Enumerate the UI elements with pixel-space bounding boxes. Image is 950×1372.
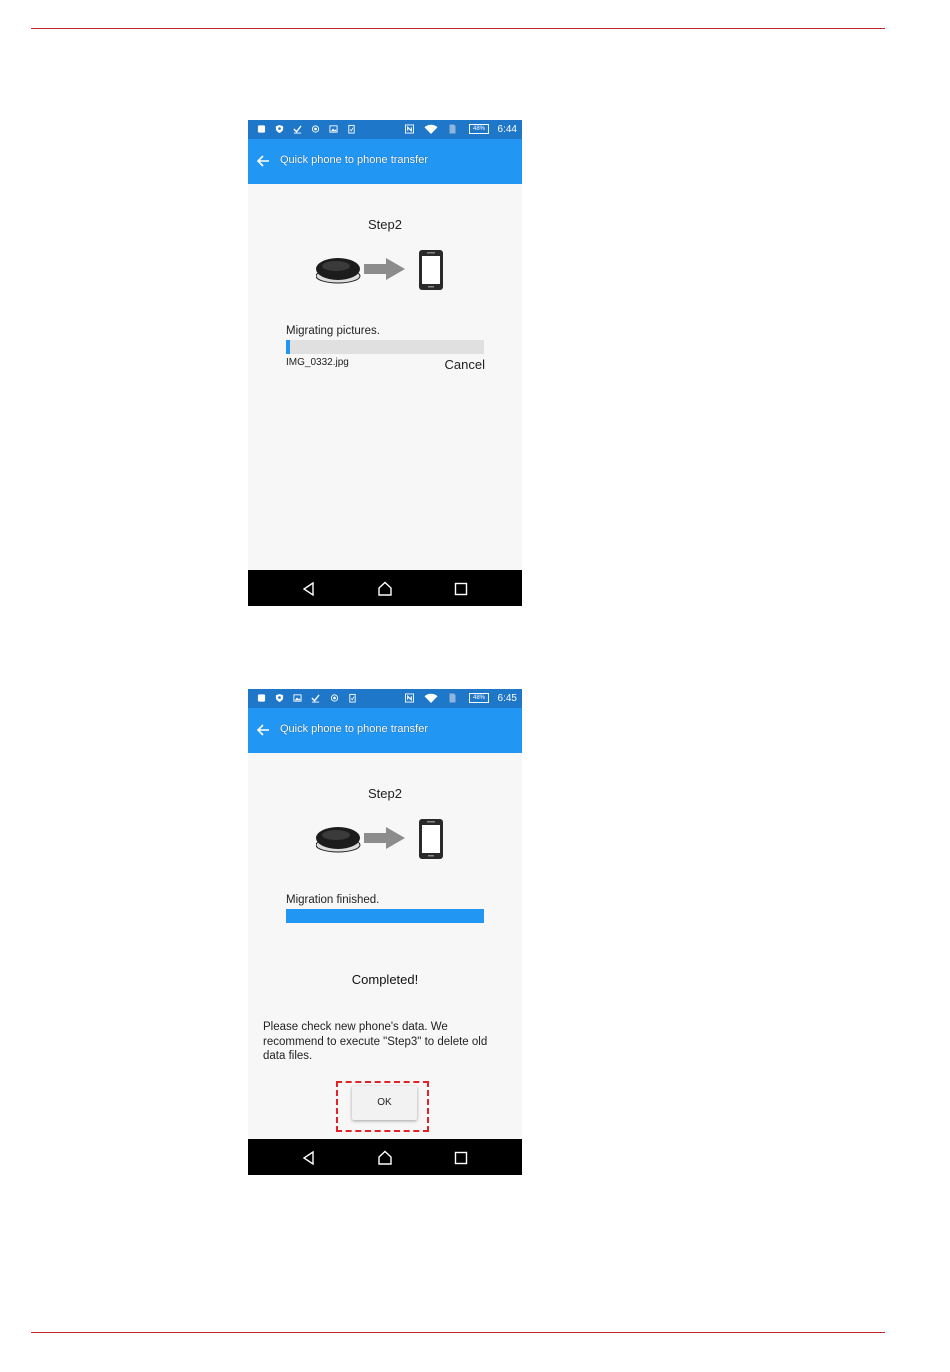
navigation-bar: [248, 1139, 522, 1175]
progress-fill: [286, 909, 484, 923]
smartphone-icon: [419, 819, 443, 859]
instruction-note: Please check new phone's data. We recommend to execute "Step3" to delete old data files.: [263, 1021, 488, 1062]
transfer-illustration: [316, 248, 446, 294]
sim-icon: [449, 693, 456, 703]
completed-label: Completed!: [351, 972, 419, 987]
transfer-arrow-icon: [364, 258, 405, 280]
image-icon: [329, 124, 338, 134]
status-bar: [248, 689, 522, 708]
transfer-illustration: [316, 817, 446, 863]
recents-icon[interactable]: [453, 1150, 469, 1166]
transfer-arrow-icon: [364, 827, 405, 849]
phone-screen-1: [248, 120, 522, 606]
sim-icon: [449, 124, 456, 134]
image-icon: [293, 693, 302, 703]
check-icon: [311, 693, 320, 703]
nfc-icon: [405, 124, 414, 134]
back-icon[interactable]: [301, 1150, 317, 1166]
ok-button[interactable]: OK: [352, 1086, 417, 1120]
recents-icon[interactable]: [453, 581, 469, 597]
status-bar: [248, 120, 522, 139]
wifi-icon: [424, 124, 438, 134]
radio-icon: [311, 124, 320, 134]
check-icon: [293, 124, 302, 134]
back-arrow-icon[interactable]: [256, 154, 270, 168]
clipboard-icon: [347, 124, 356, 134]
migration-progress-bar: [286, 340, 484, 354]
app-bar: [248, 139, 522, 184]
app-title: Quick phone to phone transfer: [280, 154, 428, 166]
migration-status-text: Migration finished.: [286, 894, 380, 906]
status-time: 6:45: [497, 693, 517, 704]
back-icon[interactable]: [301, 581, 317, 597]
shield-icon: [275, 693, 284, 703]
puck-device-icon: [316, 258, 360, 283]
app-icon: [257, 693, 266, 703]
puck-device-icon: [316, 827, 360, 852]
navigation-bar: [248, 570, 522, 606]
radio-icon: [330, 693, 339, 703]
app-bar: [248, 708, 522, 753]
shield-icon: [275, 124, 284, 134]
migration-status-text: Migrating pictures.: [286, 325, 380, 337]
app-icon: [257, 124, 266, 134]
page-top-rule: [31, 28, 885, 29]
cancel-button[interactable]: Cancel: [444, 357, 485, 372]
battery-icon: 48%: [469, 693, 489, 703]
step-label: Step2: [368, 786, 402, 801]
app-title: Quick phone to phone transfer: [280, 723, 428, 735]
step-label: Step2: [368, 217, 402, 232]
migration-progress-bar: [286, 909, 484, 923]
home-icon[interactable]: [377, 1150, 393, 1166]
smartphone-icon: [419, 250, 443, 290]
back-arrow-icon[interactable]: [256, 723, 270, 737]
current-file-name: IMG_0332.jpg: [286, 357, 349, 368]
battery-icon: 48%: [469, 124, 489, 134]
page-bottom-rule: [31, 1332, 885, 1333]
home-icon[interactable]: [377, 581, 393, 597]
phone-screen-2: [248, 689, 522, 1175]
progress-fill: [286, 340, 290, 354]
status-time: 6:44: [497, 124, 517, 135]
nfc-icon: [405, 693, 414, 703]
clipboard-icon: [348, 693, 357, 703]
wifi-icon: [424, 693, 438, 703]
